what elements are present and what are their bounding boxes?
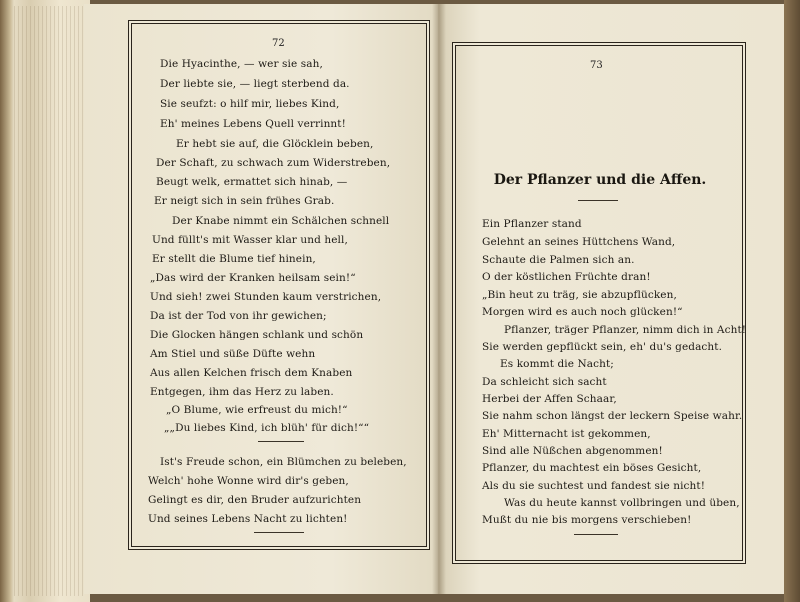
poem-line: Sind alle Nüßchen abgenommen! — [482, 445, 663, 457]
poem-line: Aus allen Kelchen frisch dem Knaben — [150, 367, 353, 379]
end-divider — [254, 532, 304, 533]
poem-line: Und füllt's mit Wasser klar und hell, — [152, 234, 348, 246]
poem-line: Die Glocken hängen schlank und schön — [150, 329, 364, 341]
poem-line: Da ist der Tod von ihr gewichen; — [150, 310, 327, 322]
book-page-edges — [0, 0, 90, 602]
poem-line: Sie werden gepflückt sein, eh' du's gedacht. — [482, 341, 723, 353]
poem-line: „O Blume, wie erfreust du mich!“ — [166, 404, 348, 416]
poem-line: Beugt welk, ermattet sich hinab, — — [156, 176, 348, 188]
poem-line: „Bin heut zu träg, sie abzupflücken, — [482, 289, 677, 301]
poem-line: Eh' meines Lebens Quell verrinnt! — [160, 118, 346, 130]
right-page-number: 73 — [590, 60, 603, 71]
poem-line: Was du heute kannst vollbringen und üben, — [504, 497, 740, 509]
poem-line: Und sieh! zwei Stunden kaum verstrichen, — [150, 291, 382, 303]
poem-line: Sie nahm schon längst der leckern Speise wahr. — [482, 410, 743, 422]
poem-line: Gelehnt an seines Hüttchens Wand, — [482, 236, 676, 248]
book-cover-edge — [784, 0, 800, 602]
poem-line: Herbei der Affen Schaar, — [482, 393, 617, 405]
poem-line: Der liebte sie, — liegt sterbend da. — [160, 78, 350, 90]
poem-line: Ist's Freude schon, ein Blümchen zu beleben, — [160, 456, 407, 468]
poem-line: Eh' Mitternacht ist gekommen, — [482, 428, 651, 440]
end-divider — [574, 534, 618, 535]
left-page-number: 72 — [272, 38, 285, 49]
title-divider — [578, 200, 618, 201]
poem-line: Pflanzer, du machtest ein böses Gesicht, — [482, 462, 702, 474]
poem-line: Er hebt sie auf, die Glöcklein beben, — [176, 138, 374, 150]
poem-line: Mußt du nie bis morgens verschieben! — [482, 514, 692, 526]
poem-line: Da schleicht sich sacht — [482, 376, 607, 388]
poem-line: „„Du liebes Kind, ich blüh' für dich!““ — [164, 422, 370, 434]
poem-line: Am Stiel und süße Düfte wehn — [150, 348, 316, 360]
poem-line: Die Hyacinthe, — wer sie sah, — [160, 58, 323, 70]
poem-line: „Das wird der Kranken heilsam sein!“ — [150, 272, 356, 284]
poem-line: Als du sie suchtest und fandest sie nicht! — [482, 480, 706, 492]
poem-line: Und seines Lebens Nacht zu lichten! — [148, 513, 348, 525]
page-edge-lines — [14, 6, 84, 596]
book-gutter — [432, 4, 446, 594]
poem-line: Sie seufzt: o hilf mir, liebes Kind, — [160, 98, 340, 110]
poem-line: Pflanzer, träger Pflanzer, nimm dich in Acht! — [504, 324, 747, 336]
poem-line: Ein Pflanzer stand — [482, 218, 582, 230]
poem-line: Er stellt die Blume tief hinein, — [152, 253, 316, 265]
poem-line: Welch' hohe Wonne wird dir's geben, — [148, 475, 349, 487]
poem-line: Der Schaft, zu schwach zum Widerstreben, — [156, 157, 391, 169]
poem-line: Der Knabe nimmt ein Schälchen schnell — [172, 215, 390, 227]
poem-line: O der köstlichen Früchte dran! — [482, 271, 651, 283]
section-divider — [258, 441, 304, 442]
poem-line: Gelingt es dir, den Bruder aufzurichten — [148, 494, 362, 506]
poem-line: Er neigt sich in sein frühes Grab. — [154, 195, 335, 207]
poem-line: Morgen wird es auch noch glücken!“ — [482, 306, 683, 318]
poem-title: Der Pflanzer und die Affen. — [493, 172, 707, 188]
poem-line: Es kommt die Nacht; — [500, 358, 614, 370]
poem-line: Schaute die Palmen sich an. — [482, 254, 635, 266]
poem-line: Entgegen, ihm das Herz zu laben. — [150, 386, 334, 398]
